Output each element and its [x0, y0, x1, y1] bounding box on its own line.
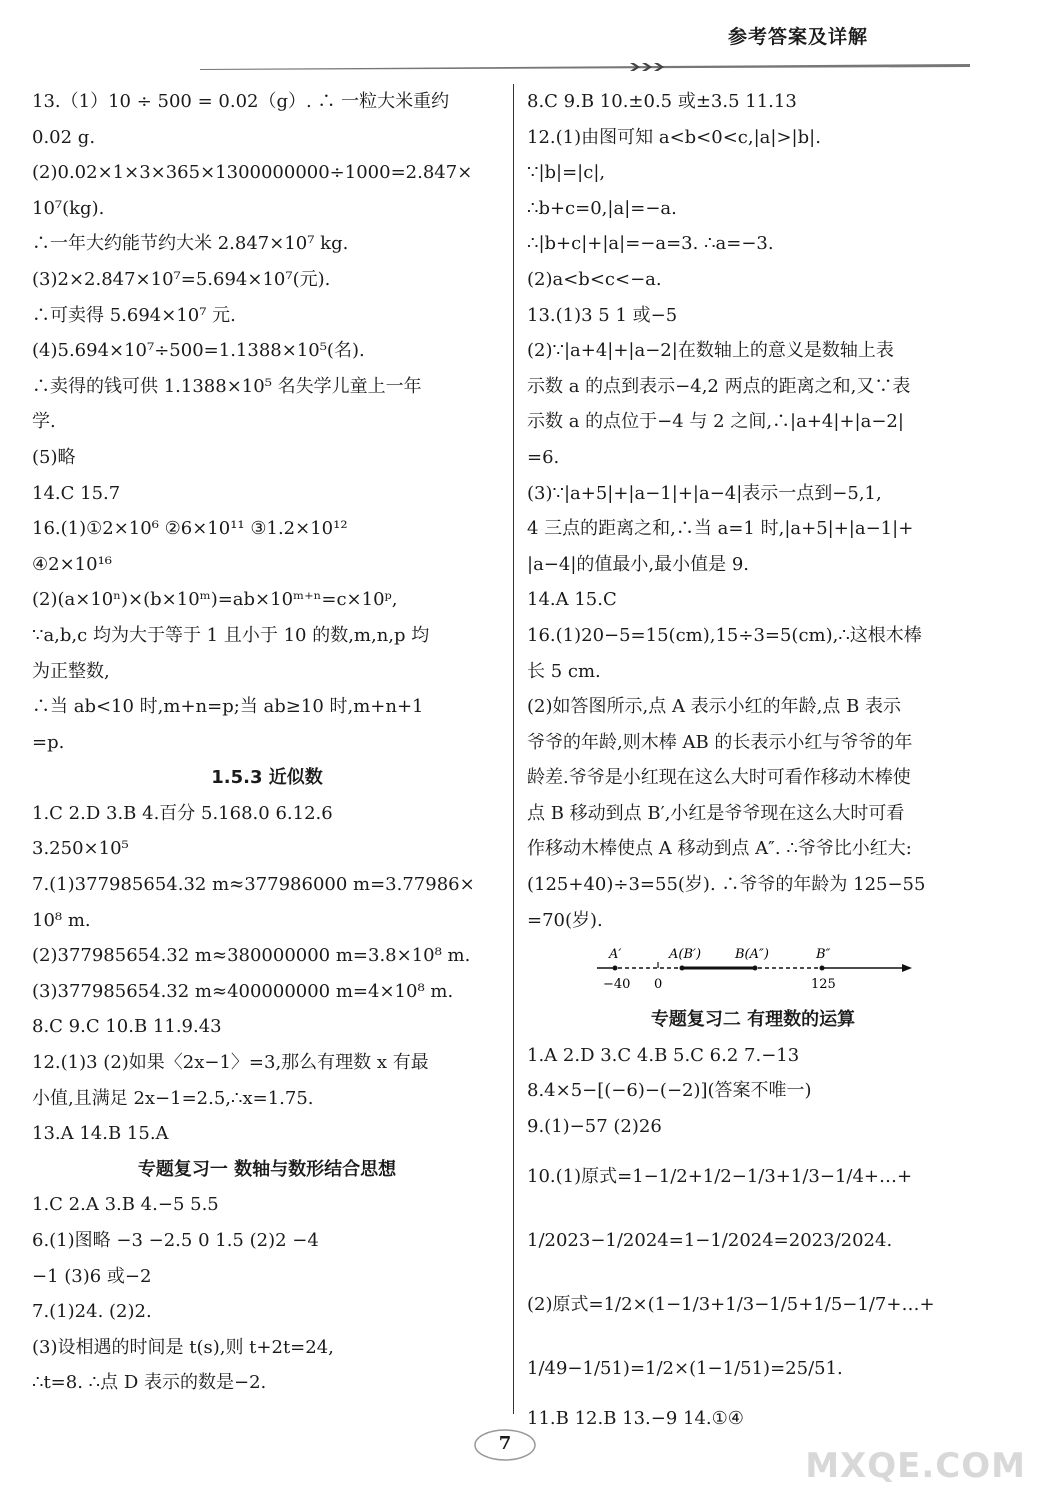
text-line: (2)∵|a+4|+|a−2|在数轴上的意义是数轴上表	[527, 340, 894, 362]
number-line-arrow	[902, 964, 912, 972]
tick-label-0: 0	[654, 977, 663, 993]
text-line: (3)377985654.32 m≈400000000 m=4×10⁸ m.	[32, 980, 454, 1002]
text-line: 学.	[32, 411, 56, 433]
page-number: 7	[498, 1433, 512, 1454]
text-line: 小值,且满足 2x−1=2.5,∴x=1.75.	[32, 1087, 314, 1109]
left-column	[32, 84, 502, 1401]
text-line: 10⁷(kg).	[32, 197, 105, 219]
section-heading: 专题复习二 有理数的运算	[650, 1009, 856, 1031]
text-line: (5)略	[32, 446, 76, 468]
text-line: |a−4|的值最小,最小值是 9.	[527, 553, 750, 575]
text-line: 1.A 2.D 3.C 4.B 5.C 6.2 7.−13	[527, 1044, 800, 1066]
text-line: ∴|b+c|+|a|=−a=3. ∴a=−3.	[527, 233, 774, 255]
text-line: ∵|b|=|c|,	[527, 162, 606, 184]
text-line: 1.C 2.D 3.B 4.百分 5.168.0 6.12.6	[32, 802, 333, 824]
text-line: ∴t=8. ∴点 D 表示的数是−2.	[32, 1372, 267, 1394]
text-line: 14.A 15.C	[527, 589, 617, 611]
text-line: 7.(1)24. (2)2.	[32, 1301, 152, 1323]
text-line: 示数 a 的点位于−4 与 2 之间,∴|a+4|+|a−2|	[527, 411, 904, 433]
point-A	[680, 966, 685, 971]
label-A-B-prime: A(B′)	[669, 947, 702, 963]
header-decoration	[200, 62, 970, 72]
point-B	[753, 966, 758, 971]
text-line: 6.(1)图略 −3 −2.5 0 1.5 (2)2 −4	[32, 1230, 319, 1251]
text-line: 点 B 移动到点 B′,小红是爷爷现在这么大时可看	[527, 802, 905, 824]
text-line: −1 (3)6 或−2	[32, 1265, 152, 1287]
text-line: 龄差.爷爷是小红现在这么大时可看作移动木棒使	[527, 767, 911, 789]
label-A-prime: A′	[609, 947, 622, 963]
text-line: 为正整数,	[32, 660, 110, 682]
text-line: 13.(1)3 5 1 或−5	[527, 304, 678, 326]
text-line: 11.B 12.B 13.−9 14.①④	[527, 1407, 744, 1429]
text-line: 作移动木棒使点 A 移动到点 A″. ∴爷爷比小红大:	[527, 838, 912, 860]
text-line: 8.C 9.C 10.B 11.9.43	[32, 1016, 222, 1038]
label-B-A-double: B(A″)	[735, 947, 769, 963]
text-line: ∴b+c=0,|a|=−a.	[527, 197, 677, 219]
text-line: 16.(1)①2×10⁶ ②6×10¹¹ ③1.2×10¹²	[32, 518, 348, 540]
text-line: 14.C 15.7	[32, 482, 121, 504]
number-line-svg	[527, 944, 979, 996]
text-line: ∴当 ab<10 时,m+n=p;当 ab≥10 时,m+n+1	[32, 696, 424, 718]
text-line: (4)5.694×10⁷÷500=1.1388×10⁵(名).	[32, 340, 365, 362]
text-line: (2)如答图所示,点 A 表示小红的年龄,点 B 表示	[527, 696, 902, 718]
point-A-prime	[613, 966, 618, 971]
watermark: MXQE.COM	[805, 1446, 1026, 1486]
tick-label-125: 125	[811, 977, 836, 993]
text-line: 8.C 9.B 10.±0.5 或±3.5 11.13	[527, 91, 797, 112]
text-line: (2)原式=1/2×(1−1/3+1/3−1/5+1/5−1/7+…+	[527, 1293, 935, 1315]
text-line: 9.(1)−57 (2)26	[527, 1116, 662, 1138]
text-line: 示数 a 的点到表示−4,2 两点的距离之和,又∵表	[527, 375, 911, 397]
section-heading: 1.5.3 近似数	[211, 767, 323, 789]
right-column	[527, 84, 979, 1436]
text-line: 1/2023−1/2024=1−1/2024=2023/2024.	[527, 1229, 893, 1251]
header-title: 参考答案及详解	[727, 26, 868, 48]
text-line: 0.02 g.	[32, 126, 96, 148]
text-line: 4 三点的距离之和,∴当 a=1 时,|a+5|+|a−1|+	[527, 518, 914, 540]
text-line: (2)0.02×1×3×365×1300000000÷1000=2.847×	[32, 162, 473, 184]
text-line: =p.	[32, 731, 65, 753]
text-line: 13.（1）10 ÷ 500 = 0.02（g）. ∴ 一粒大米重约	[32, 91, 450, 112]
label-B-double: B″	[816, 947, 831, 963]
text-line: 3.250×10⁵	[32, 838, 129, 860]
text-line: =6.	[527, 446, 560, 468]
text-line: 8.4×5−[(−6)−(−2)](答案不唯一)	[527, 1080, 812, 1102]
text-line: ④2×10¹⁶	[32, 553, 113, 575]
text-line: (3)2×2.847×10⁷=5.694×10⁷(元).	[32, 268, 331, 290]
text-line: 长 5 cm.	[527, 660, 601, 682]
text-line: (125+40)÷3=55(岁). ∴爷爷的年龄为 125−55	[527, 874, 926, 896]
page-number-badge	[470, 1425, 540, 1465]
section-heading: 专题复习一 数轴与数形结合思想	[137, 1158, 397, 1180]
number-line-figure	[527, 944, 979, 996]
text-line: 10⁸ m.	[32, 909, 91, 931]
text-line: 7.(1)377985654.32 m≈377986000 m=3.77986×	[32, 874, 475, 896]
text-line: ∴可卖得 5.694×10⁷ 元.	[32, 304, 236, 326]
text-line: ∴卖得的钱可供 1.1388×10⁵ 名失学儿童上一年	[32, 375, 422, 397]
text-line: 10.(1)原式=1−1/2+1/2−1/3+1/3−1/4+…+	[527, 1165, 913, 1187]
text-line: 1/49−1/51)=1/2×(1−1/51)=25/51.	[527, 1357, 843, 1379]
text-line: 1.C 2.A 3.B 4.−5 5.5	[32, 1194, 219, 1216]
text-line: 爷爷的年龄,则木棒 AB 的长表示小红与爷爷的年	[527, 731, 913, 753]
text-line: ∴一年大约能节约大米 2.847×10⁷ kg.	[32, 233, 349, 255]
text-line: 13.A 14.B 15.A	[32, 1123, 169, 1145]
text-line: 12.(1)由图可知 a<b<0<c,|a|>|b|.	[527, 126, 821, 148]
text-line: (2)a<b<c<−a.	[527, 268, 662, 290]
text-line: ∵a,b,c 均为大于等于 1 且小于 10 的数,m,n,p 均	[32, 624, 430, 646]
text-line: 16.(1)20−5=15(cm),15÷3=5(cm),∴这根木棒	[527, 624, 922, 646]
point-B-double-prime	[820, 966, 825, 971]
column-divider	[513, 84, 514, 1414]
tick-label-neg40: −40	[603, 977, 631, 993]
text-line: (2)377985654.32 m≈380000000 m=3.8×10⁸ m.	[32, 945, 471, 967]
text-line: (2)(a×10ⁿ)×(b×10ᵐ)=ab×10ᵐ⁺ⁿ=c×10ᵖ,	[32, 589, 398, 611]
text-line: =70(岁).	[527, 909, 603, 931]
text-line: 12.(1)3 (2)如果〈2x−1〉=3,那么有理数 x 有最	[32, 1052, 429, 1074]
text-line: (3)∵|a+5|+|a−1|+|a−4|表示一点到−5,1,	[527, 482, 882, 504]
text-line: (3)设相遇的时间是 t(s),则 t+2t=24,	[32, 1336, 334, 1358]
